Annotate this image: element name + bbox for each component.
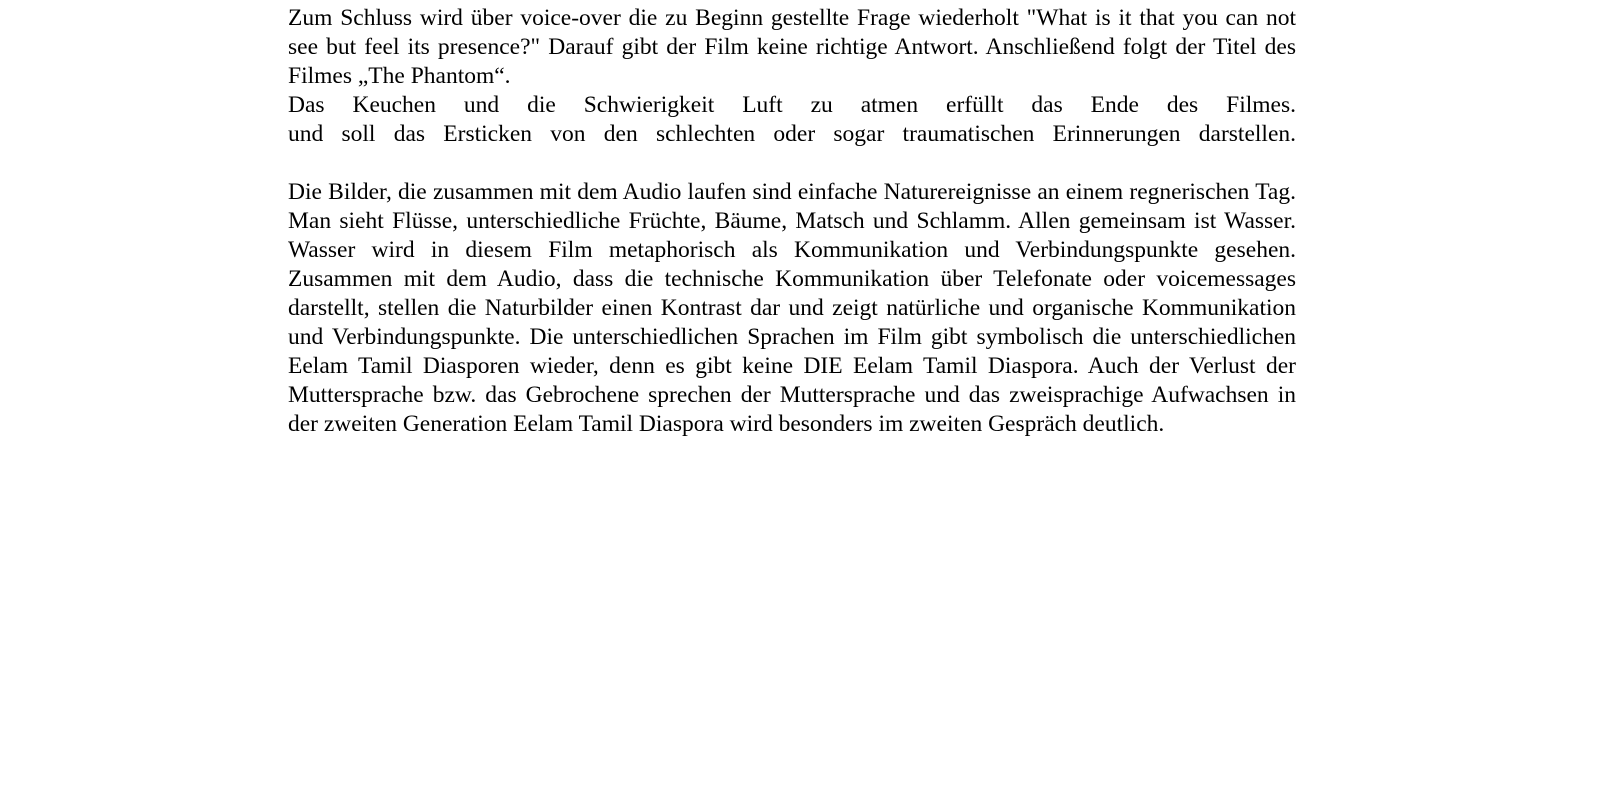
paragraph-spacer — [288, 149, 1296, 178]
paragraph-images-analysis: Die Bilder, die zusammen mit dem Audio laufen sind einfache Naturereignisse an einem regnerischen Tag. Man sieht Flüsse, unterschiedliche Früchte, Bäume, Matsch und Schlamm. Allen gemeinsam ist Wasser. Wasser wird in diesem Film metaphorisch als Kommunikation und Verbindungspunkte gesehen. Zusammen mit dem Audio, dass die technische Kommunikation über Telefonate oder voicemessages darstellt, stellen die Naturbilder einen Kontrast dar und zeigt natürliche und organische Kommunikation und Verbindungspunkte. Die unterschiedlichen Sprachen im Film gibt symbolisch die unterschiedlichen Eelam Tamil Diasporen wieder, denn es gibt keine DIE Eelam Tamil Diaspora. Auch der Verlust der Muttersprache bzw. das Gebrochene sprechen der Muttersprache und das zweisprachige Aufwachsen in der zweiten Generation Eelam Tamil Diaspora wird besonders im zweiten Gespräch deutlich. — [288, 179, 1296, 437]
paragraph-breathing: Das Keuchen und die Schwierigkeit Luft zu atmen erfüllt das Ende des Filmes. — [288, 92, 1296, 118]
paragraph-suffocation: und soll das Ersticken von den schlechten oder sogar traumatischen Erinnerungen darstellen. — [288, 121, 1296, 147]
paragraph-ending-question: Zum Schluss wird über voice-over die zu Beginn gestellte Frage wiederholt "What is it that you can not see but feel its presence?" Darauf gibt der Film keine richtige Antwort. Anschließend folgt der Titel des Filmes „The Phantom“. — [288, 5, 1296, 89]
document-page — [288, 4, 1296, 439]
